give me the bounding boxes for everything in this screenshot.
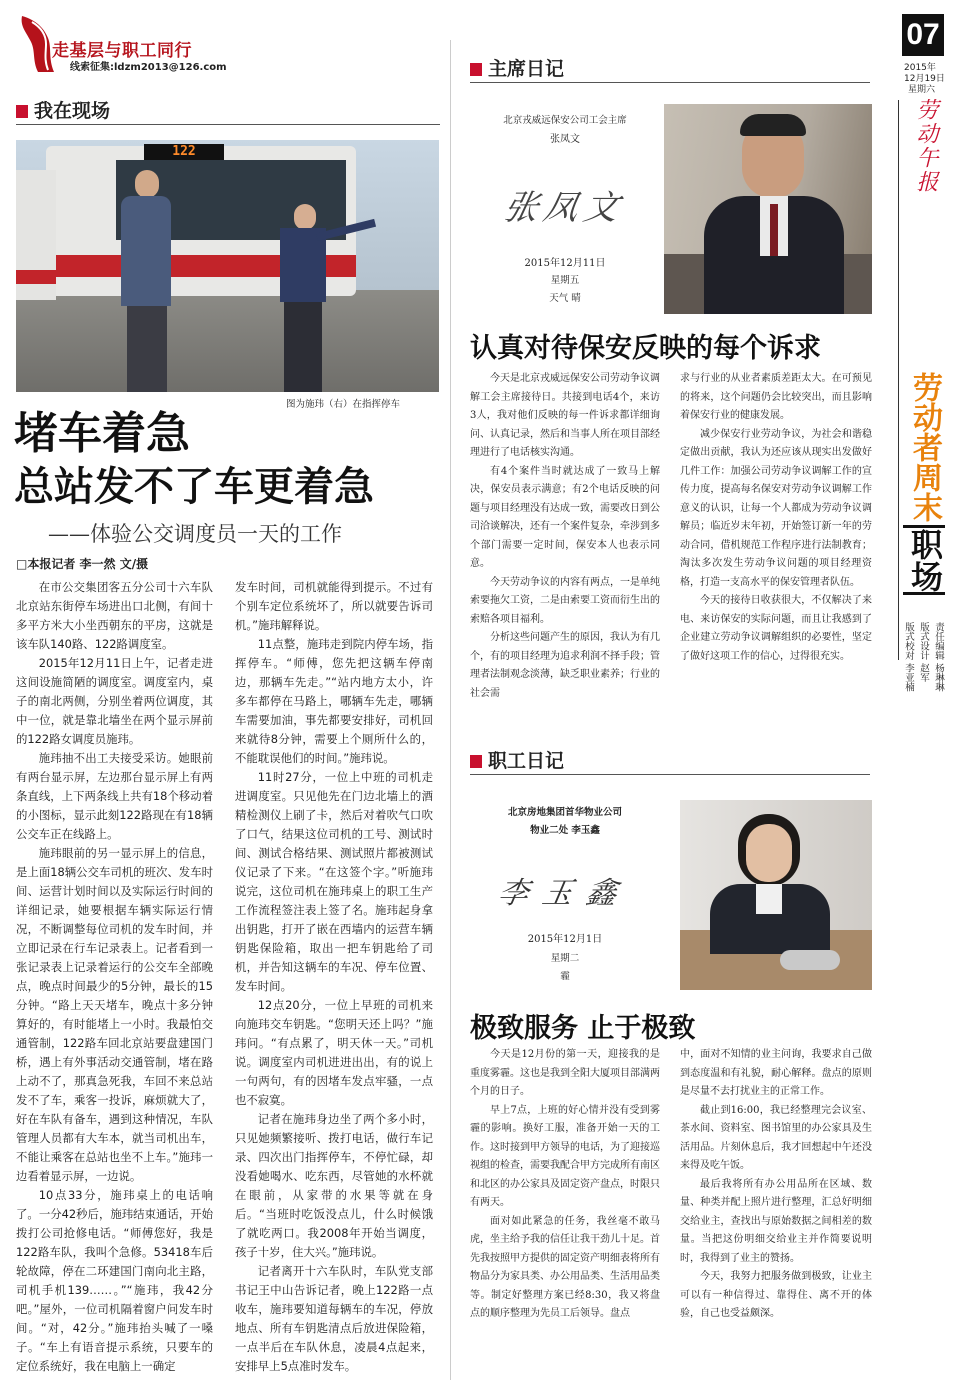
dispatcher-figure <box>274 204 344 392</box>
left-story-col1: 在市公交集团客五分公司十六车队北京站东街停车场进出口北侧，有间十多平方米大小坐西朝东的平房，这就是该车队140路、122路调度室。 2015年12月11日上午，记者走进这间设施简陋的调度室。调度室内，桌子的南北两侧，分别坐着两位调度，其中一位，就是靠北墙坐在两个显示屏前的122路女调度员施玮。 施玮抽不出工夫接受采访。她眼前有两台显示屏，左边那台显示屏上有两条直线，上下两条线上共有18个移动着的小图标，显示此刻122路现在有18辆公交车正在线路上。 施玮眼前的另一显示屏上的信息，是上面18辆公交车司机的班次、发车时间、运营计划时间以及实际运行时间的详细记录，她要根据车辆实际运行情况，不断调整每位司机的发车时间，并立即记录在行车记录表上。记者看到一张记录表上记录着运行的公交车全部晚点，晚点时间最少的5分钟，最长的15分钟。“路上天天堵车，晚点十多分钟算好的，有时能堵上一小时。我最怕交通管制，122路车回北京站要盘建国门桥，遇上有外事活动交通管制，堵在路上动不了，那真急死我，车回不来总站发不了车，乘客一投诉，麻烦就大了，好在车队有备车，遇到这种情况，车队管理人员都有大车本，就当司机出车，不能让乘客在总站也坐不上车。”施玮一边看着显示屏，一边说。 10点33分，施玮桌上的电话响了。一分42秒后，施玮结束通话，开始拨打公司抢修电话。“师傅您好，我是122路车队，我叫个急修。53418车后轮故障，停在二环建国门南向北主路，司机手机139……。”“施玮，我42分吧。”屋外，一位司机隔着窗户问发车时间。“对，42分。”施玮抬头喊了一嗓子。“车上有语音提示系统，只要车的定位系统好，我在电脑上一确定 <box>16 580 213 1373</box>
worker-weather: 霾 <box>560 971 570 982</box>
chair-weather: 天气 晴 <box>549 293 581 304</box>
banner-email: 线索征集:ldzm2013@126.com <box>70 62 227 73</box>
worker-weekday: 星期二 <box>550 953 580 964</box>
issue-date: 12月19日 <box>904 74 945 84</box>
photo-caption: 图为施玮（右）在指挥停车 <box>286 399 401 410</box>
worker-dept: 物业二处 李玉鑫 <box>530 825 600 836</box>
section-header-chair-diary: 主席日记 <box>470 54 564 81</box>
headline-line2: 总站发不了车更着急 <box>14 464 374 510</box>
credits <box>902 622 944 712</box>
worker-org: 北京房地集团首华物业公司 <box>507 807 622 818</box>
headline-line1: 堵车着急 <box>14 408 190 459</box>
subtitle: ——体验公交调度员一天的工作 <box>48 522 342 546</box>
driver-figure <box>121 170 171 392</box>
chair-name: 张凤文 <box>550 134 580 145</box>
worker-signature: 李玉鑫 <box>495 876 634 911</box>
section-header-worker-diary: 职工日记 <box>470 746 564 773</box>
byline: □本报记者 李一然 文/摄 <box>16 557 149 571</box>
chair-date: 2015年12月11日 <box>524 258 606 269</box>
credit-proofreader: 版式校对 李亚楠 <box>903 622 914 692</box>
chair-col2: 求与行业的从业者素质差距太大。在可预见的将来，这个问题仍会比较突出，而且影响着保安行业的健康发展。 减少保安行业劳动争议，为社会和谐稳定做出贡献，我认为还应该从现实出发做好几件工作：加强公司劳动争议调解工作的宣传力度，提高每名保安对劳动争议调解工作意义的认识，让每一个人都成为劳动争议调解员；临近岁末年初，开始签订新一年的劳动合同，借机规范工作程序进行法制教育；淘汰多次发生劳动争议问题的项目经理资格，打造一支高水平的保安管理者队伍。 今天的接待日收获很大，不仅解决了来电、来访保安的实际问题，而且让我感到了企业建立劳动争议调解组织的必要性，坚定了做好这项工作的信心，过得很充实。 <box>680 373 872 662</box>
credit-editor: 责任编辑 杨琳琳 <box>933 622 944 692</box>
chair-signature: 张凤文 <box>500 188 629 228</box>
chair-org: 北京戎威远保安公司工会主席 <box>503 115 627 126</box>
section-marker <box>16 105 28 118</box>
worker-date: 2015年12月1日 <box>527 934 603 945</box>
worker-col2: 中，面对不知情的业主问询，我要求自己做到态度温和有礼貌，耐心解释。盘点的原则是尽量不去打扰业主的正常工作。 截止到16:00，我已经整理完会议室、茶水间、资料室、图书馆里的办公家具及生活用品。片刻休息后，我才回想起中午还没来得及吃午饭。 最后我将所有办公用品所在区域、数量、种类并配上照片进行整理，汇总好明细交给业主，查找出与原始数据之间相差的数量。当把这份明细交给业主并作简要说明时，我得到了业主的赞扬。 今天，我努力把服务做到极致，让业主可以有一种信得过、靠得住、离不开的体验，自己也受益颇深。 <box>680 1049 872 1319</box>
paper-name-logo: 劳动午报 <box>913 98 938 194</box>
section-marker <box>470 755 482 768</box>
bus-dispatch-photo <box>16 140 439 410</box>
left-story-col2: 发车时间，司机就能得到提示。不过有个别车定位系统坏了，所以就要告诉司机。”施玮解释说。 11点整，施玮走到院内停车场，指挥停车。“师傅，您先把这辆车停南边，那辆车先走。”“站内地方太小，许多车都停在马路上，哪辆车先走，哪辆车需要加油，事先都要安排好，司机回来就待8分钟，需要上个厕所什么的，不能耽误他们的时间。”施玮说。 11时27分，一位上中班的司机走进调度室。只见他先在门边北墙上的酒精检测仪上刷了卡，然后对着吹气口吹了口气，结果这位司机的工号、测试时间、测试合格结果、测试照片都被测试仪记录了下来。“在这签个字。”听施玮说完，这位司机在施玮桌上的职工生产工作流程签注表上签了名。施玮起身拿出钥匙，打开了嵌在西墙内的运营车辆钥匙保险箱，取出一把车钥匙给了司机，并告知这辆车的车况、停车位置、发车时间。 12点20分，一位上早班的司机来向施玮交车钥匙。“您明天还上吗？”施玮问。“有点累了，明天休一天。”司机说。调度室内司机进进出出，有的说上一句两句，有的因堵车发点牢骚，一点也不寂寞。 记者在施玮身边坐了两个多小时，只见她频繁接听、拨打电话，做行车记录、四次出门指挥停车，不停忙碌，却没看她喝水、吃东西，尽管她的水杯就在眼前，从家带的水果等就在身后。“当班时吃饭没点儿，什么时候饿了就吃两口。我2008年开始当调度，孩子十岁，住大兴。”施玮说。 记者离开十六车队时，车队党支部书记王中山告诉记者，晚上122路一点收车，施玮要知道每辆车的车况，停放地点、所有车钥匙清点后放进保险箱，一点半后在车队休息，凌晨4点起来，安排早上5点准时发车。 <box>235 580 433 1373</box>
credit-designer: 版式设计 赵军 <box>918 622 929 683</box>
worker-col1: 今天是12月份的第一天，迎接我的是重度雾霾。这也是我到全阳大厦项目部满两个月的日子。 早上7点，上班的好心情并没有受到雾霾的影响。换好工服，准备开始一天的工作。这时接到甲方领导的电话，为了迎接巡视组的检查，需要我配合甲方完成所有南区和北区的办公家具及固定资产盘点，时限只有两天。 面对如此紧急的任务，我丝毫不敢马虎，坐主给予我的信任让我干劲儿十足。首先我按照甲方提供的固定资产明细表将所有物品分为家具类、办公用品类、生活用品类等。制定好整理方案已经8:30，我又将盘点的顺序整理为先员工后领导。盘点 <box>470 1049 660 1319</box>
banner-title: 走基层与职工同行 <box>52 41 192 61</box>
worker-portrait-photo <box>680 800 872 990</box>
chair-col1: 今天是北京戎威远保安公司劳动争议调解工会主席接待日。共接到电话4个，来访3人，我对他们反映的每一件诉求都详细询问、认真记录，然后和当事人所在项目部经理进行了电话核实沟通。 有4个案件当时就达成了一致马上解决，保安员表示满意；有2个电话反映的问题与项目经理没有达成一致，需要改日到公司洽谈解决，还有一个案件复杂，牵涉到多个部门需要一定时间，保安本人也表示同意。 今天劳动争议的内容有两点，一是单纯索要拖欠工资，二是由索要工资而衍生出的索赔各项目福利。 分析这些问题产生的原因，我认为有几个，有的项目经理为追求利润不择手段；管理者法制观念淡薄，缺乏职业素养；行业的社会需 <box>470 373 660 699</box>
chair-headline: 认真对待保安反映的每个诉求 <box>470 333 821 364</box>
bus-route-display: 122 <box>144 144 224 160</box>
section-name: 职场 <box>903 525 945 595</box>
issue-year: 2015年 <box>904 63 936 73</box>
page-number: 07 <box>902 14 944 56</box>
section-header-on-site: 我在现场 <box>16 96 110 123</box>
chair-portrait-photo <box>664 104 872 314</box>
chair-weekday: 星期五 <box>550 275 580 286</box>
worker-headline: 极致服务 止于极致 <box>470 1013 696 1044</box>
section-marker <box>470 63 482 76</box>
column-banner <box>18 14 248 74</box>
weekly-title: 劳动者周末 <box>907 372 942 522</box>
issue-weekday: 星期六 <box>908 85 936 95</box>
